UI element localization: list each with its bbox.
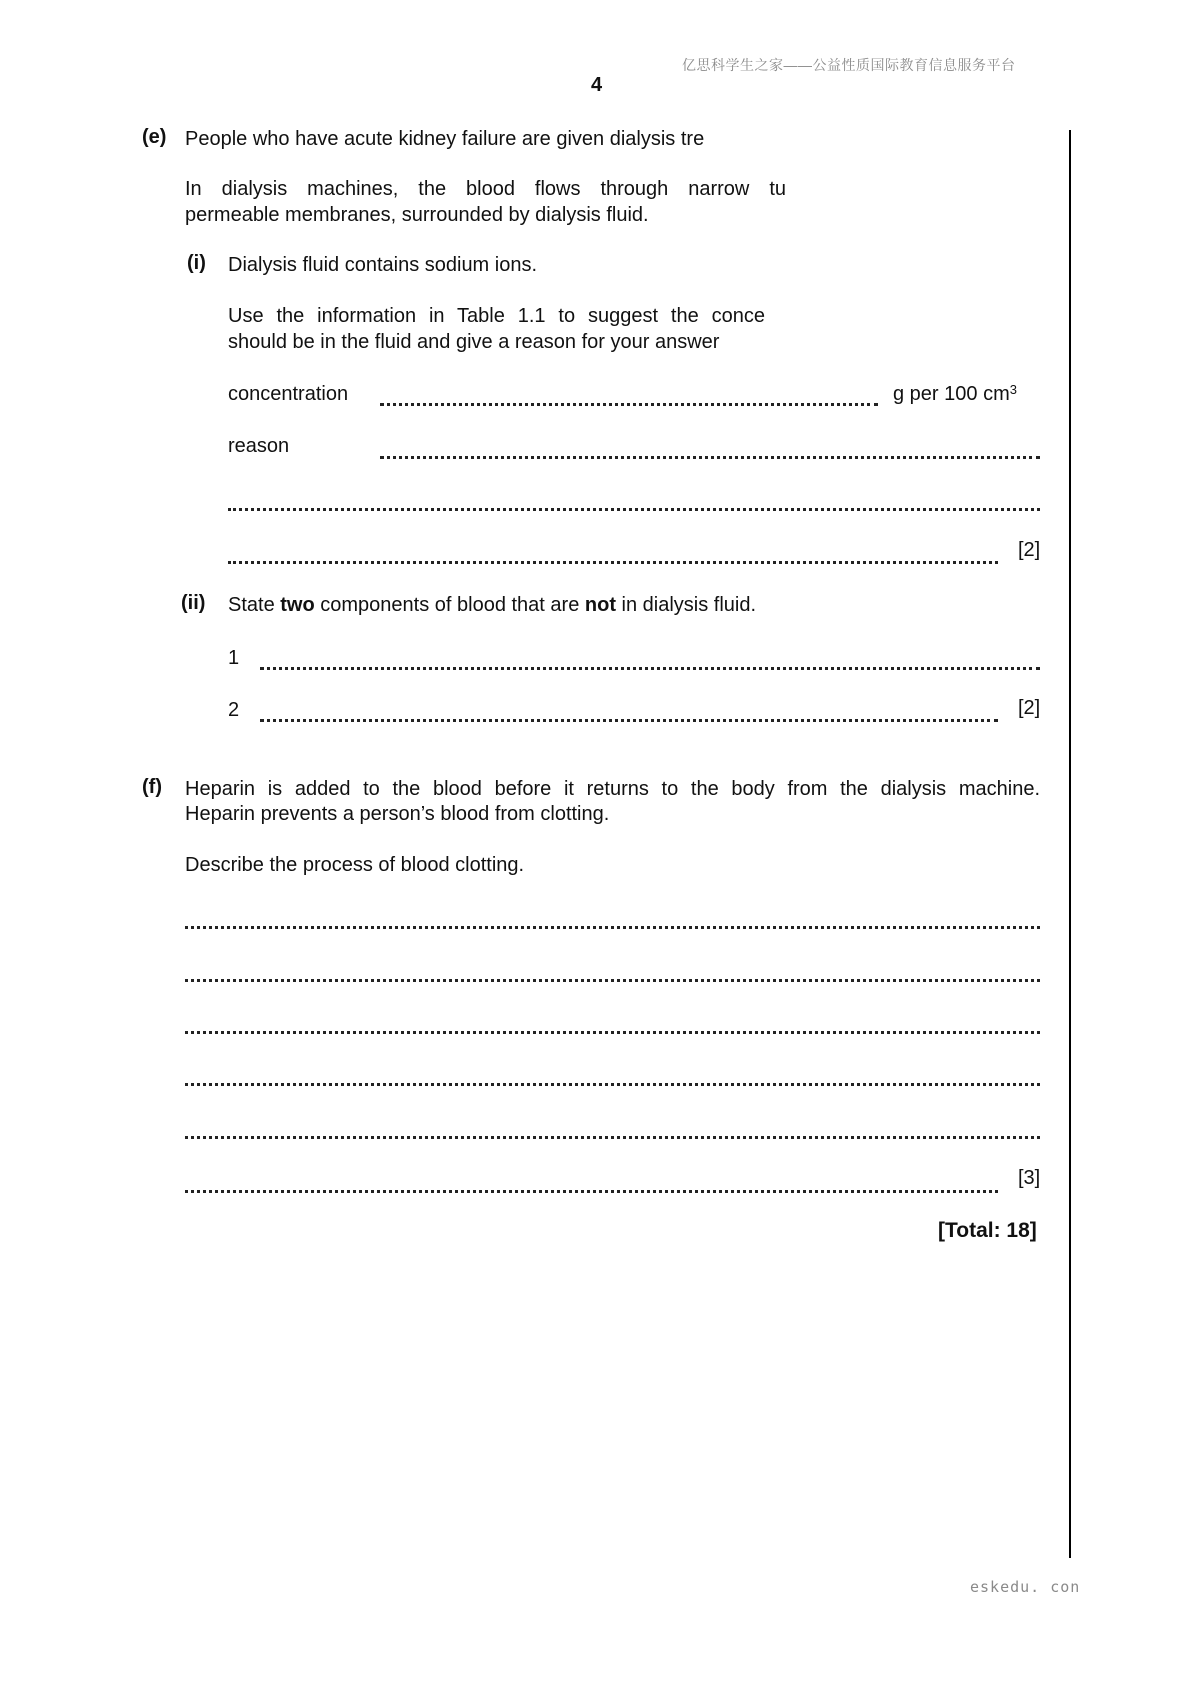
sub-ii-item-2-number: 2 (228, 699, 240, 721)
concentration-label: concentration (228, 383, 349, 405)
sub-ii-marks: [2] (1018, 697, 1041, 719)
sub-ii-question: State two components of blood that are not in dialysis fluid. (228, 594, 757, 616)
footer-watermark: eskedu. con (970, 1578, 1081, 1596)
part-e-para-line1: In dialysis machines, the blood flows through narrow tu (185, 178, 786, 200)
part-f-label: (f) (142, 776, 162, 798)
concentration-answer-line[interactable] (380, 403, 878, 406)
sub-i-marks: [2] (1018, 539, 1041, 561)
part-e-label: (e) (142, 126, 167, 148)
concentration-unit: g per 100 $cm^3$ (893, 382, 1017, 405)
reason-answer-line-3[interactable] (228, 561, 998, 564)
part-f-answer-line-4[interactable] (185, 1083, 1040, 1086)
sub-i-instruction-line2: should be in the fluid and give a reason for your answer (228, 331, 720, 353)
sub-ii-answer-line-2[interactable] (260, 719, 998, 722)
part-f-marks: [3] (1018, 1167, 1041, 1189)
sub-i-label: (i) (187, 252, 206, 274)
reason-answer-line-2[interactable] (228, 508, 1040, 511)
part-f-answer-line-5[interactable] (185, 1136, 1040, 1139)
sub-ii-item-1-number: 1 (228, 647, 240, 669)
part-f-answer-line-1[interactable] (185, 926, 1040, 929)
total-marks: [Total: 18] (938, 1219, 1037, 1242)
part-f-answer-line-2[interactable] (185, 979, 1040, 982)
reason-answer-line-1[interactable] (380, 456, 1040, 459)
margin-rule (1069, 130, 1071, 1558)
part-f-line1: Heparin is added to the blood before it returns to the body from the dialysis machine. (185, 778, 1040, 800)
reason-label: reason (228, 435, 290, 457)
sub-ii-answer-line-1[interactable] (260, 667, 1040, 670)
part-e-intro: People who have acute kidney failure are given dialysis tre (185, 128, 705, 150)
sub-i-statement: Dialysis fluid contains sodium ions. (228, 254, 538, 276)
part-f-answer-line-3[interactable] (185, 1031, 1040, 1034)
part-f-line2: Heparin prevents a person’s blood from clotting. (185, 803, 610, 825)
part-f-answer-line-6[interactable] (185, 1190, 998, 1193)
part-e-para-line2: permeable membranes, surrounded by dialysis fluid. (185, 204, 649, 226)
header-watermark: 亿思科学生之家——公益性质国际教育信息服务平台 (682, 57, 1016, 73)
sub-i-instruction-line1: Use the information in Table 1.1 to suggest the conce (228, 305, 765, 327)
page-number: 4 (591, 74, 603, 96)
sub-ii-label: (ii) (181, 592, 206, 614)
part-f-instruction: Describe the process of blood clotting. (185, 854, 525, 876)
